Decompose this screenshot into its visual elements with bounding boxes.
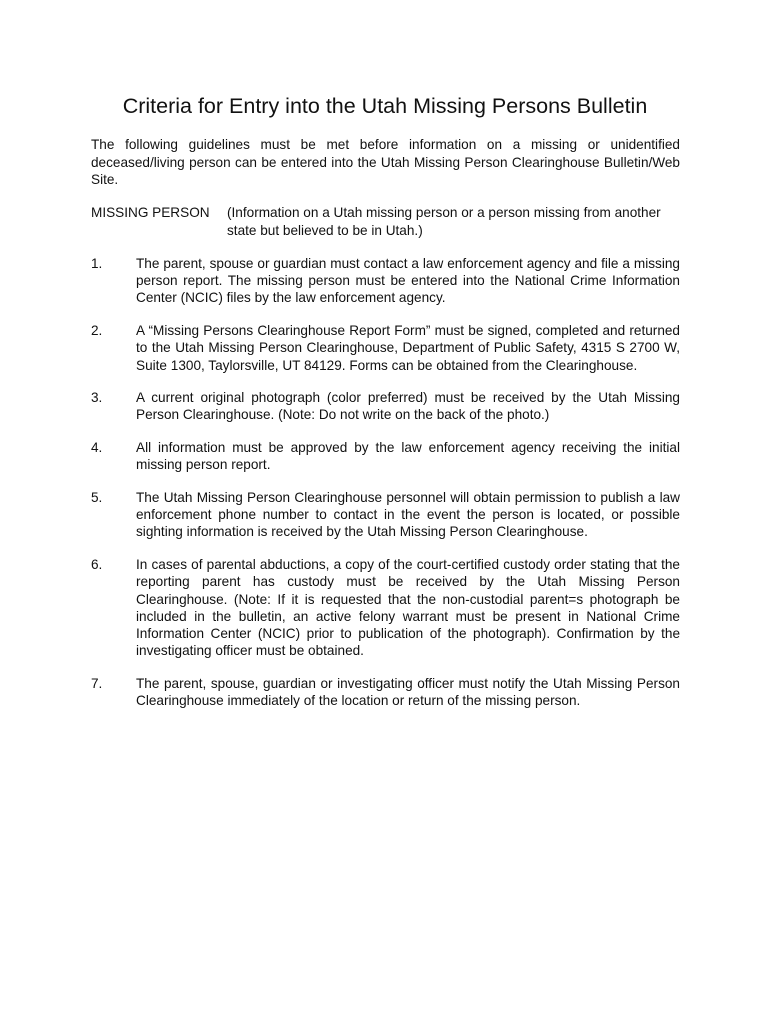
list-item [91,489,680,541]
missing-person-label: MISSING PERSON [91,205,210,220]
list-item-text: The parent, spouse, guardian or investigating officer must notify the Utah Missing Person Clearinghouse immediately of the location or return of the missing person. [136,675,680,709]
list-item-number: 7. [91,675,103,691]
list-item-text: A “Missing Persons Clearinghouse Report Form” must be signed, completed and returned to the Utah Missing Person Clearinghouse, Department of Public Safety, 4315 S 2700 W, Suite 1300, Taylorsville, UT 84129. Forms can be obtained from the Clearinghouse. [136,323,680,373]
list-item-text: In cases of parental abductions, a copy of the court-certified custody order stating that the reporting parent has custody must be received by the Utah Missing Person Clearinghouse. (Note: If it is requested that the non-custodial parent=s photograph be included in the bulletin, an active felony warrant must be present in National Crime Information Center (NCIC) prior to publication of the photograph). Confirmation by the investigating officer must be obtained. [136,557,680,659]
criteria-list [91,255,680,725]
list-item [91,439,680,473]
list-item-number: 6. [91,557,103,573]
list-item-text: The Utah Missing Person Clearinghouse personnel will obtain permission to publish a law enforcement phone number to contact in the event the person is located, or possible sighting information is received by the Utah Missing Person Clearinghouse. [136,490,680,540]
intro-paragraph: The following guidelines must be met before information on a missing or unidentified deceased/living person can be entered into the Utah Missing Person Clearinghouse Bulletin/Web Site. [91,137,680,187]
missing-person-description: (Information on a Utah missing person or a person missing from another state but believed to be in Utah.) [227,205,661,238]
list-item [91,389,680,423]
document-title: Criteria for Entry into the Utah Missing Persons Bulletin [122,94,648,118]
list-item-number: 5. [91,490,103,506]
list-item [91,675,680,709]
list-item [91,322,680,374]
list-item-number: 1. [91,256,103,271]
list-item-text: All information must be approved by the law enforcement agency receiving the initial missing person report. [136,440,680,473]
list-item [91,556,680,659]
list-item-number: 2. [91,323,103,339]
list-item [91,255,680,307]
list-item-text: The parent, spouse or guardian must contact a law enforcement agency and file a missing person report. The missing person must be entered into the National Crime Information Center (NCIC) files by the law enforcement agency. [136,256,680,306]
list-item-number: 3. [91,390,103,406]
list-item-number: 4. [91,440,103,456]
list-item-text: A current original photograph (color preferred) must be received by the Utah Missing Person Clearinghouse. (Note: Do not write on the back of the photo.) [136,390,680,423]
